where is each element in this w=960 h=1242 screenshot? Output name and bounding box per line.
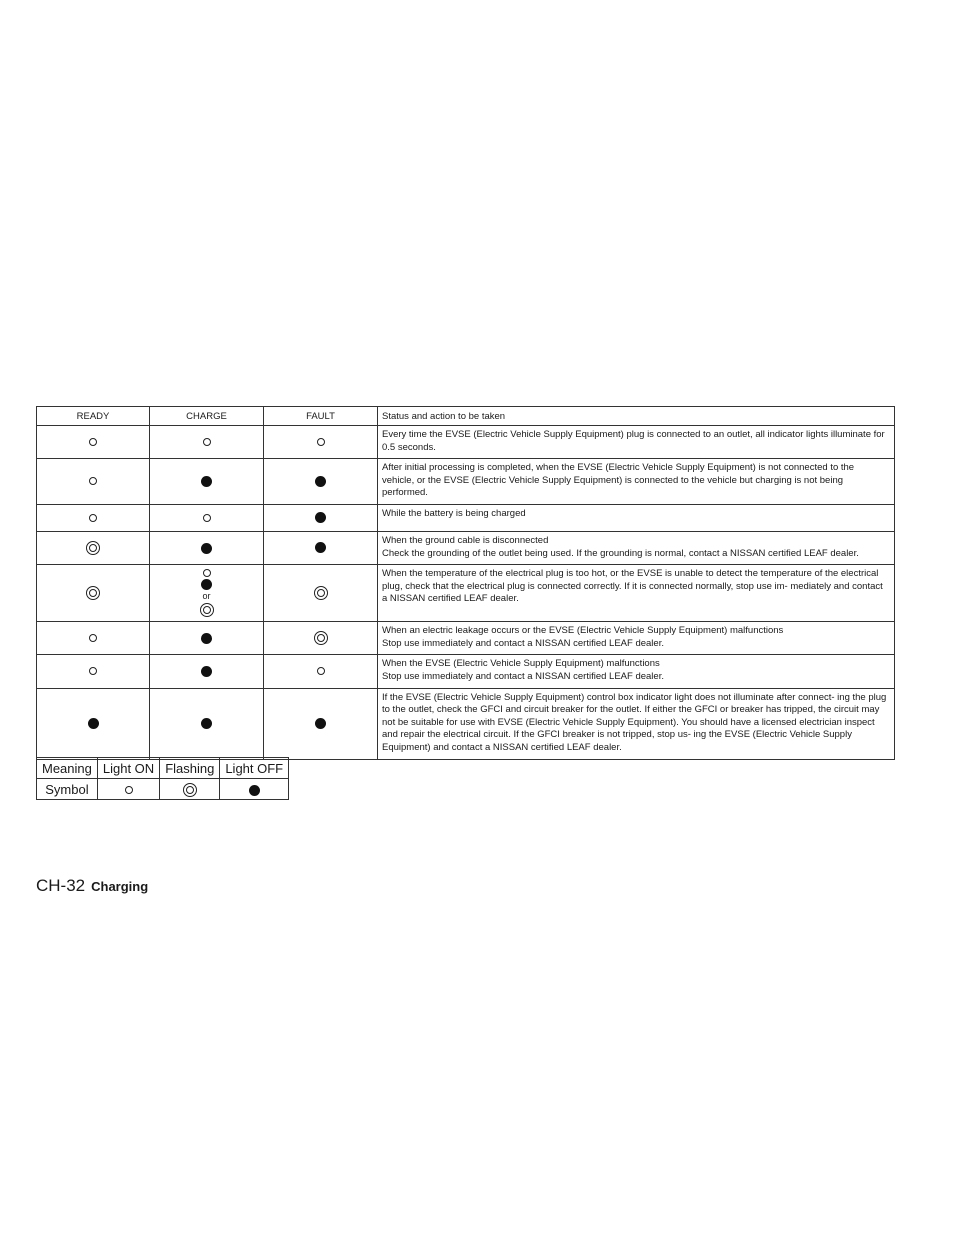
- table-row: [37, 688, 895, 759]
- legend-label-light-on: Light ON: [97, 758, 159, 779]
- fault-cell: [264, 688, 378, 759]
- table-row: [37, 459, 895, 505]
- status-description: [378, 688, 895, 759]
- light-off-icon: [315, 542, 326, 553]
- fault-cell: [264, 655, 378, 688]
- charge-cell: [150, 426, 264, 459]
- charge-cell: [150, 504, 264, 531]
- charge-cell: [150, 622, 264, 655]
- fault-cell: [264, 504, 378, 531]
- legend-meaning-label: Meaning: [37, 758, 98, 779]
- charge-cell: [150, 655, 264, 688]
- ready-cell: [37, 531, 150, 564]
- ready-cell: [37, 459, 150, 505]
- description-line: When the ground cable is disconnected: [382, 534, 549, 546]
- header-charge: CHARGE: [150, 407, 264, 426]
- description-line: After initial processing is completed, when the EVSE (Electric Vehicle Supply Equipment) is not connected to the vehicle, or the EVSE (Electric Vehicle Supply Equipment) is connected to the vehicle but charging is not being performed.: [382, 462, 855, 499]
- table-row: [37, 426, 895, 459]
- flashing-icon: [314, 586, 328, 600]
- status-description: [378, 504, 895, 531]
- light-off-icon: [315, 512, 326, 523]
- description-line: Stop use immediately and contact a NISSAN certified LEAF dealer.: [382, 670, 664, 682]
- description-line: While the battery is being charged: [382, 507, 526, 519]
- table-row: [37, 622, 895, 655]
- legend-meaning-row: [37, 758, 289, 779]
- status-description: [378, 565, 895, 622]
- ready-cell: [37, 504, 150, 531]
- indicator-status-table: [36, 406, 895, 760]
- description-line: If the EVSE (Electric Vehicle Supply Equipment) control box indicator light does not illuminate after connect- ing the plug to the outlet, check the GFCI and circuit breaker for the outlet. If either the GFCI or breaker has tripped, the circuit may not be suitable for use with EVSE (Electric Vehicle Supply Equipment). You should have a licensed electrician inspect and repair the electrical circuit. If the GFCI breaker is not tripped, stop us- ing the EVSE (Electric Vehicle Supply Equipment) and contact a NISSAN certified LEAF dealer.: [382, 691, 887, 753]
- description-line: Stop use immediately and contact a NISSAN certified LEAF dealer.: [382, 637, 664, 649]
- fault-cell: [264, 565, 378, 622]
- ready-cell: [37, 426, 150, 459]
- status-description: [378, 622, 895, 655]
- status-description: [378, 459, 895, 505]
- ready-cell: [37, 655, 150, 688]
- or-text: or: [202, 591, 211, 602]
- table-row: [37, 531, 895, 564]
- legend-symbol-label: Symbol: [37, 779, 98, 800]
- description-line: When the EVSE (Electric Vehicle Supply Equipment) malfunctions: [382, 658, 660, 670]
- ready-cell: [37, 622, 150, 655]
- light-on-icon: [203, 438, 211, 446]
- light-on-icon: [89, 477, 97, 485]
- light-on-icon: [89, 438, 97, 446]
- legend-label-flashing: Flashing: [160, 758, 220, 779]
- light-on-icon: [317, 438, 325, 446]
- table-header-row: [37, 407, 895, 426]
- light-off-icon: [201, 579, 212, 590]
- legend-label-light-off: Light OFF: [220, 758, 289, 779]
- light-on-icon: [89, 634, 97, 642]
- symbol-legend-table: [36, 757, 289, 800]
- table-row: [37, 565, 895, 622]
- legend-symbol-cell: [160, 779, 220, 800]
- description-line: Every time the EVSE (Electric Vehicle Supply Equipment) plug is connected to an outlet, all indicator lights illuminate for 0.5 seconds.: [382, 429, 885, 453]
- ready-cell: [37, 688, 150, 759]
- light-on-icon: [203, 514, 211, 522]
- light-on-icon: [125, 786, 133, 794]
- description-line: When the temperature of the electrical plug is too hot, or the EVSE is unable to detect the temperature of the electrical plug, check that the electrical plug is connected correctly. If it is connected normally, stop use im- mediately and contact a NISSAN certified LEAF dealer.: [382, 568, 883, 605]
- light-off-icon: [315, 476, 326, 487]
- ready-cell: [37, 565, 150, 622]
- flashing-icon: [200, 603, 214, 617]
- fault-cell: [264, 622, 378, 655]
- charge-cell: [150, 531, 264, 564]
- light-on-icon: [203, 569, 211, 577]
- page-number: CH-32: [36, 876, 86, 895]
- page-footer: [36, 876, 148, 896]
- flashing-icon: [314, 631, 328, 645]
- description-line: Check the grounding of the outlet being used. If the grounding is normal, contact a NISSAN certified LEAF dealer.: [382, 547, 859, 559]
- light-on-icon: [89, 514, 97, 522]
- light-off-icon: [201, 666, 212, 677]
- flashing-icon: [183, 783, 197, 797]
- legend-symbol-cell: [220, 779, 289, 800]
- legend-symbol-row: [37, 779, 289, 800]
- light-off-icon: [201, 633, 212, 644]
- header-fault: FAULT: [264, 407, 378, 426]
- header-status: Status and action to be taken: [378, 407, 895, 426]
- flashing-icon: [86, 586, 100, 600]
- header-ready: READY: [37, 407, 150, 426]
- table-row: [37, 504, 895, 531]
- light-off-icon: [201, 718, 212, 729]
- description-line: When an electric leakage occurs or the EVSE (Electric Vehicle Supply Equipment) malfunctions: [382, 625, 784, 637]
- section-title: Charging: [91, 879, 149, 894]
- fault-cell: [264, 459, 378, 505]
- light-off-icon: [201, 543, 212, 554]
- flashing-icon: [86, 541, 100, 555]
- fault-cell: [264, 426, 378, 459]
- table-row: [37, 655, 895, 688]
- light-off-icon: [315, 718, 326, 729]
- status-description: [378, 531, 895, 564]
- charge-cell: [150, 688, 264, 759]
- legend-symbol-cell: [97, 779, 159, 800]
- status-description: [378, 426, 895, 459]
- charge-cell: [150, 565, 264, 622]
- charge-cell: [150, 459, 264, 505]
- light-off-icon: [249, 785, 260, 796]
- light-off-icon: [88, 718, 99, 729]
- fault-cell: [264, 531, 378, 564]
- status-description: [378, 655, 895, 688]
- light-on-icon: [89, 667, 97, 675]
- light-off-icon: [201, 476, 212, 487]
- light-on-icon: [317, 667, 325, 675]
